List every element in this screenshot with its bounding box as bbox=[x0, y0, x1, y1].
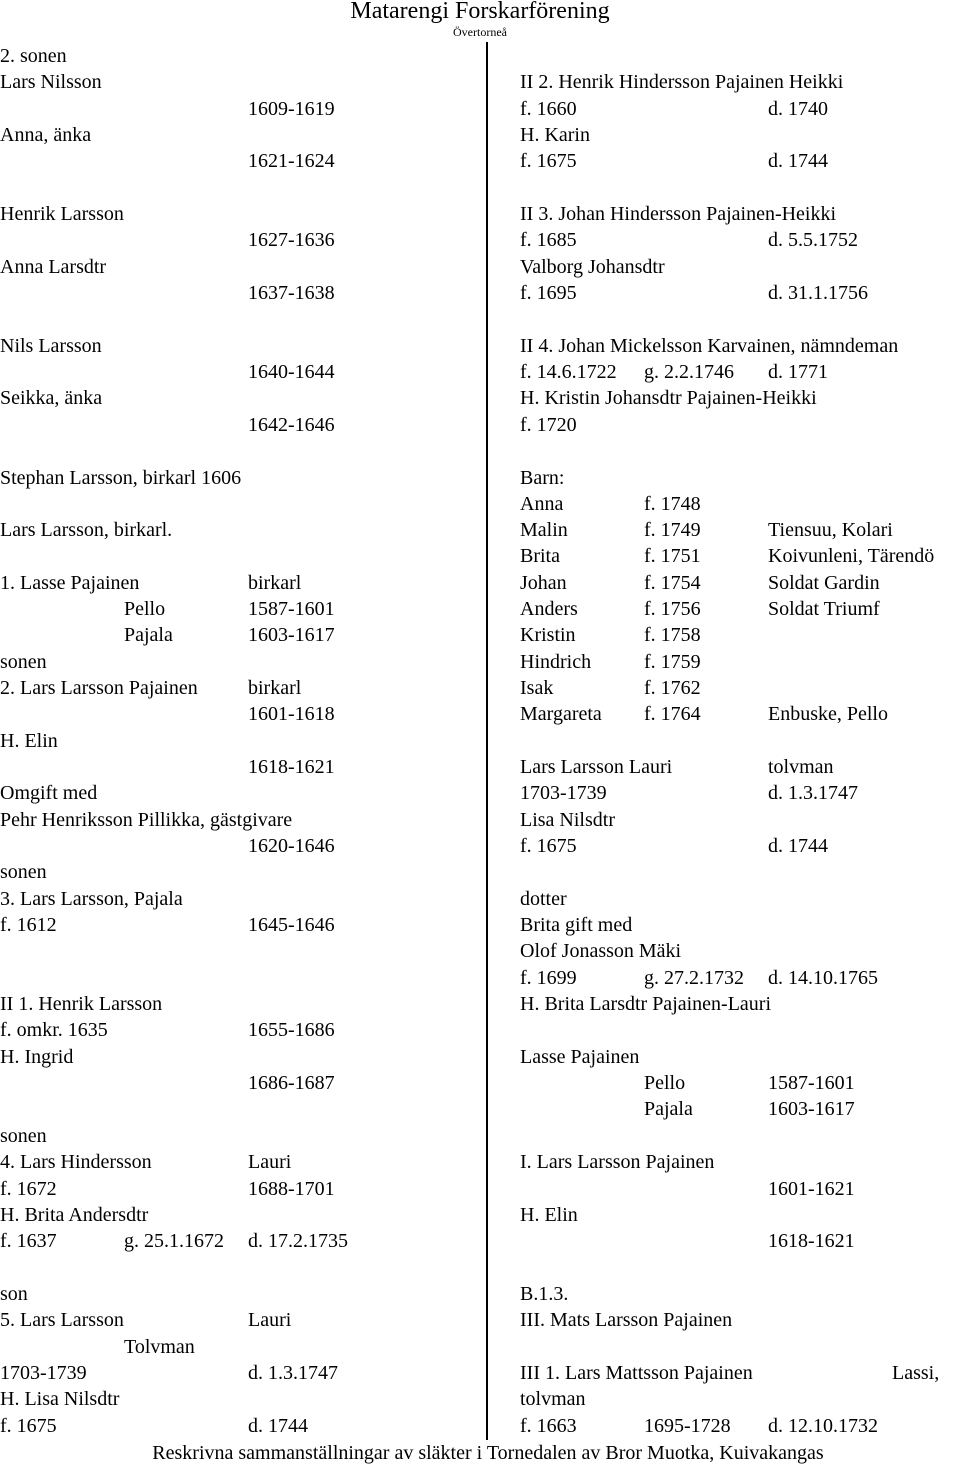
right-text-line: g. 2.2.1746 bbox=[644, 361, 734, 383]
right-text-line: Lassi, bbox=[892, 1362, 940, 1384]
right-text-line: f. 1699 bbox=[520, 967, 577, 989]
page-title: Matarengi Forskarförening bbox=[350, 0, 610, 24]
right-text-line: tolvman bbox=[768, 756, 834, 778]
right-text-line: dotter bbox=[520, 888, 567, 910]
right-text-line: f. 1748 bbox=[644, 493, 701, 515]
left-text-line: 1686-1687 bbox=[248, 1072, 335, 1094]
right-text-line: Kristin bbox=[520, 624, 576, 646]
left-text-line: Pehr Henriksson Pillikka, gästgivare bbox=[0, 809, 293, 831]
right-text-line: f. 1720 bbox=[520, 414, 577, 436]
left-text-line: birkarl bbox=[248, 572, 302, 594]
left-text-line: 1688-1701 bbox=[248, 1178, 335, 1200]
right-text-line: Lisa Nilsdtr bbox=[520, 809, 615, 831]
left-text-line: Anna, änka bbox=[0, 124, 92, 146]
right-text-line: f. 1751 bbox=[644, 545, 701, 567]
right-text-line: Pajala bbox=[644, 1098, 693, 1120]
left-text-line: H. Lisa Nilsdtr bbox=[0, 1388, 120, 1410]
left-text-line: 3. Lars Larsson, Pajala bbox=[0, 888, 183, 910]
left-text-line: Lauri bbox=[248, 1309, 292, 1331]
left-text-line: 1703-1739 bbox=[0, 1362, 87, 1384]
right-text-line: B.1.3. bbox=[520, 1283, 569, 1305]
left-text-line: 1609-1619 bbox=[248, 98, 335, 120]
right-text-line: f. 1663 bbox=[520, 1415, 577, 1437]
right-text-line: Anna bbox=[520, 493, 564, 515]
left-text-line: f. 1637 bbox=[0, 1230, 57, 1252]
left-text-line: 1627-1636 bbox=[248, 229, 335, 251]
right-text-line: 1587-1601 bbox=[768, 1072, 855, 1094]
right-text-line: I. Lars Larsson Pajainen bbox=[520, 1151, 715, 1173]
right-text-line: Soldat Triumf bbox=[768, 598, 880, 620]
left-text-line: 5. Lars Larsson bbox=[0, 1309, 124, 1331]
left-text-line: Pello bbox=[124, 598, 166, 620]
left-text-line: 4. Lars Hindersson bbox=[0, 1151, 152, 1173]
right-text-line: III. Mats Larsson Pajainen bbox=[520, 1309, 733, 1331]
left-text-line: Tolvman bbox=[124, 1336, 195, 1358]
left-text-line: 1655-1686 bbox=[248, 1019, 335, 1041]
left-text-line: 2. sonen bbox=[0, 45, 67, 67]
right-text-line: 1603-1617 bbox=[768, 1098, 855, 1120]
right-text-line: f. 1749 bbox=[644, 519, 701, 541]
left-text-line: Lars Larsson, birkarl. bbox=[0, 519, 173, 541]
left-text-line: 1642-1646 bbox=[248, 414, 335, 436]
right-text-line: Hindrich bbox=[520, 651, 592, 673]
left-text-line: Henrik Larsson bbox=[0, 203, 124, 225]
left-text-line: f. 1612 bbox=[0, 914, 57, 936]
right-text-line: f. 1756 bbox=[644, 598, 701, 620]
right-text-line: Soldat Gardin bbox=[768, 572, 880, 594]
right-text-line: II 4. Johan Mickelsson Karvainen, nämndeman bbox=[520, 335, 899, 357]
right-text-line: 1703-1739 bbox=[520, 782, 607, 804]
right-text-line: Brita gift med bbox=[520, 914, 633, 936]
left-text-line: birkarl bbox=[248, 677, 302, 699]
right-text-line: Olof Jonasson Mäki bbox=[520, 940, 682, 962]
right-text-line: Enbuske, Pello bbox=[768, 703, 888, 725]
right-text-line: 1618-1621 bbox=[768, 1230, 855, 1252]
right-text-line: d. 12.10.1732 bbox=[768, 1415, 878, 1437]
left-text-line: Nils Larsson bbox=[0, 335, 102, 357]
right-text-line: d. 1771 bbox=[768, 361, 828, 383]
right-text-line: II 3. Johan Hindersson Pajainen-Heikki bbox=[520, 203, 837, 225]
left-text-line: H. Ingrid bbox=[0, 1046, 74, 1068]
left-text-line: 1618-1621 bbox=[248, 756, 335, 778]
right-text-line: Valborg Johansdtr bbox=[520, 256, 665, 278]
left-text-line: 1603-1617 bbox=[248, 624, 335, 646]
right-text-line: f. 1758 bbox=[644, 624, 701, 646]
left-text-line: Lauri bbox=[248, 1151, 292, 1173]
left-text-line: sonen bbox=[0, 1125, 47, 1147]
right-text-line: III 1. Lars Mattsson Pajainen bbox=[520, 1362, 753, 1384]
right-text-line: H. Kristin Johansdtr Pajainen-Heikki bbox=[520, 387, 817, 409]
left-text-line: son bbox=[0, 1283, 28, 1305]
right-text-line: f. 1759 bbox=[644, 651, 701, 673]
right-text-line: f. 1660 bbox=[520, 98, 577, 120]
right-text-line: II 2. Henrik Hindersson Pajainen Heikki bbox=[520, 71, 844, 93]
left-text-line: 1637-1638 bbox=[248, 282, 335, 304]
right-text-line: 1695-1728 bbox=[644, 1415, 731, 1437]
right-text-line: d. 1744 bbox=[768, 150, 828, 172]
left-text-line: f. omkr. 1635 bbox=[0, 1019, 108, 1041]
right-text-line: g. 27.2.1732 bbox=[644, 967, 744, 989]
left-text-line: Anna Larsdtr bbox=[0, 256, 107, 278]
right-text-line: tolvman bbox=[520, 1388, 586, 1410]
page-footer: Reskrivna sammanställningar av släkter i Tornedalen av Bror Muotka, Kuivakangas bbox=[152, 1442, 824, 1464]
left-text-line: 2. Lars Larsson Pajainen bbox=[0, 677, 198, 699]
right-text-line: d. 5.5.1752 bbox=[768, 229, 858, 251]
right-text-line: d. 1744 bbox=[768, 835, 828, 857]
left-text-line: 1640-1644 bbox=[248, 361, 335, 383]
left-text-line: g. 25.1.1672 bbox=[124, 1230, 224, 1252]
left-text-line: H. Brita Andersdtr bbox=[0, 1204, 149, 1226]
right-text-line: Margareta bbox=[520, 703, 602, 725]
right-text-line: 1601-1621 bbox=[768, 1178, 855, 1200]
right-text-line: H. Karin bbox=[520, 124, 590, 146]
page-subtitle: Övertorneå bbox=[453, 25, 507, 39]
left-text-line: 1645-1646 bbox=[248, 914, 335, 936]
left-text-line: H. Elin bbox=[0, 730, 58, 752]
left-text-line: d. 1.3.1747 bbox=[248, 1362, 338, 1384]
left-text-line: 1. Lasse Pajainen bbox=[0, 572, 140, 594]
left-text-line: f. 1675 bbox=[0, 1415, 57, 1437]
right-text-line: f. 1764 bbox=[644, 703, 701, 725]
left-text-line: sonen bbox=[0, 861, 47, 883]
right-text-line: f. 1685 bbox=[520, 229, 577, 251]
left-text-line: sonen bbox=[0, 651, 47, 673]
right-text-line: Anders bbox=[520, 598, 578, 620]
left-text-line: 1621-1624 bbox=[248, 150, 335, 172]
left-text-line: 1601-1618 bbox=[248, 703, 335, 725]
right-text-line: Tiensuu, Kolari bbox=[768, 519, 893, 541]
left-text-line: Seikka, änka bbox=[0, 387, 103, 409]
right-text-line: Isak bbox=[520, 677, 554, 699]
right-text-line: f. 14.6.1722 bbox=[520, 361, 617, 383]
right-text-line: Koivunleni, Tärendö bbox=[768, 545, 935, 567]
right-text-line: Pello bbox=[644, 1072, 686, 1094]
column-divider bbox=[486, 42, 488, 1440]
right-text-line: f. 1675 bbox=[520, 150, 577, 172]
left-text-line: f. 1672 bbox=[0, 1178, 57, 1200]
right-text-line: Brita bbox=[520, 545, 560, 567]
right-text-line: H. Brita Larsdtr Pajainen-Lauri bbox=[520, 993, 772, 1015]
right-text-line: Lasse Pajainen bbox=[520, 1046, 640, 1068]
right-text-line: Malin bbox=[520, 519, 568, 541]
right-text-line: Johan bbox=[520, 572, 567, 594]
left-text-line: d. 1744 bbox=[248, 1415, 308, 1437]
left-text-line: d. 17.2.1735 bbox=[248, 1230, 348, 1252]
left-text-line: 1620-1646 bbox=[248, 835, 335, 857]
right-text-line: f. 1754 bbox=[644, 572, 701, 594]
right-text-line: d. 1740 bbox=[768, 98, 828, 120]
right-text-line: Barn: bbox=[520, 467, 565, 489]
left-text-line: Omgift med bbox=[0, 782, 98, 804]
left-text-line: II 1. Henrik Larsson bbox=[0, 993, 163, 1015]
left-text-line: Stephan Larsson, birkarl 1606 bbox=[0, 467, 242, 489]
left-text-line: Lars Nilsson bbox=[0, 71, 102, 93]
right-text-line: d. 1.3.1747 bbox=[768, 782, 858, 804]
left-text-line: 1587-1601 bbox=[248, 598, 335, 620]
right-text-line: f. 1675 bbox=[520, 835, 577, 857]
right-text-line: f. 1695 bbox=[520, 282, 577, 304]
right-text-line: Lars Larsson Lauri bbox=[520, 756, 673, 778]
right-text-line: d. 31.1.1756 bbox=[768, 282, 868, 304]
right-text-line: d. 14.10.1765 bbox=[768, 967, 878, 989]
right-text-line: H. Elin bbox=[520, 1204, 578, 1226]
left-text-line: Pajala bbox=[124, 624, 173, 646]
right-text-line: f. 1762 bbox=[644, 677, 701, 699]
